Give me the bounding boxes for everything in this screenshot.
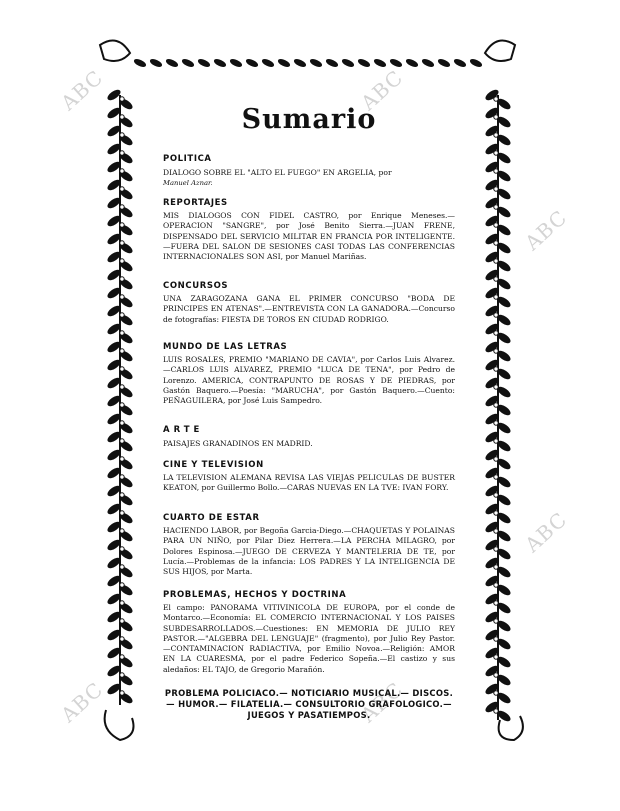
laurel-leaf (165, 58, 178, 68)
garland-berry (120, 403, 124, 407)
garland-berry (494, 385, 498, 389)
section-heading-politica: POLITICA (163, 154, 212, 164)
garland-berry (120, 169, 124, 173)
laurel-leaf (341, 58, 354, 68)
garland-berry (120, 673, 124, 677)
garland-berry (494, 673, 498, 677)
section-heading-cine: CINE Y TELEVISION (163, 460, 264, 470)
section-body-cuarto: HACIENDO LABOR, por Begoña Garcia-Diego.—CHAQUETAS Y POLAINAS PARA UN NIÑO, por Pilar Diez Herrera.—LA PERCHA MILAGRO, por Dolores Espinosa.—JUEGO DE CERVEZA Y MANTELERIA DE TE, por Lucía.—Problemas de la infancia: LOS PADRES Y LA INTELIGENCIA DE SUS HIJOS, por Marta. (163, 526, 455, 577)
garland-berry (494, 565, 498, 569)
laurel-leaf (149, 58, 162, 68)
garland-berry (120, 547, 124, 551)
garland-berry (120, 241, 124, 245)
garland-berry (494, 709, 498, 713)
ribbon-bow (499, 716, 523, 740)
section-body-arte: PAISAJES GRANADINOS EN MADRID. (163, 439, 313, 448)
section-body-problemas: El campo: PANORAMA VITIVINICOLA DE EUROPA, por el conde de Montarco.—Economía: EL COMERCIO INTERNACIONAL Y LOS PAISES SUBDESARROLLADOS.—Cuestiones: EN MEMORIA DE JULIO REY PASTOR.—"ALGEBRA DEL LENGUAJE" (fragmento), por Julio Rey Pastor.—CONTAMINACION RADIACTIVA, por Emilio Novoa.—Religión: AMOR EN LA CUARESMA, por el padre Federico Sopeña.—El castizo y sus aledaños: EL TAJO, de Gregorio Marañón. (163, 603, 455, 674)
garland-berry (120, 421, 124, 425)
ribbon-bow (485, 41, 515, 62)
laurel-leaf (213, 58, 226, 68)
laurel-leaf (309, 58, 322, 68)
laurel-leaf (437, 58, 450, 68)
laurel-leaf (453, 58, 466, 68)
garland-berry (120, 259, 124, 263)
garland-berry (120, 601, 124, 605)
garland-berry (494, 259, 498, 263)
garland-berry (120, 691, 124, 695)
garland-berry (494, 277, 498, 281)
garland-berry (120, 331, 124, 335)
garland-berry (120, 295, 124, 299)
laurel-leaf (405, 58, 418, 68)
section-body-letras: LUIS ROSALES, PREMIO "MARIANO DE CAVIA", por Carlos Luis Alvarez.—CARLOS LUIS ALVAREZ, PREMIO "LUCA DE TENA", por Pedro de Lorenzo. AMERICA, CONTRAPUNTO DE ROSAS Y DE PIEDRAS, por Gastón Baquero.—Poesía: "MARUCHA", por Gastón Baquero.—Cuento: PEÑAGUILERA, por José Luis Sampedro. (163, 355, 455, 406)
watermark-2: ABC (356, 65, 408, 115)
laurel-leaf (261, 58, 274, 68)
garland-berry (494, 151, 498, 155)
section-heading-cuarto: CUARTO DE ESTAR (163, 513, 260, 523)
section-body-cine: LA TELEVISION ALEMANA REVISA LAS VIEJAS PELICULAS DE BUSTER KEATON, por Guillermo Bollo.—CARAS NUEVAS EN LA TVE: IVAN FORY. (163, 473, 455, 493)
garland-berry (494, 655, 498, 659)
garland-berry (494, 133, 498, 137)
laurel-leaf (357, 58, 370, 68)
garland-berry (494, 349, 498, 353)
section-body-concursos: UNA ZARAGOZANA GANA EL PRIMER CONCURSO "BODA DE PRINCIPES EN ATENAS".—ENTREVISTA CON LA GANADORA.—Concurso de fotografías: FIESTA DE TOROS EN CIUDAD RODRIGO. (163, 294, 455, 324)
garland-berry (120, 313, 124, 317)
garland-berry (494, 97, 498, 101)
section-heading-letras: MUNDO DE LAS LETRAS (163, 342, 288, 352)
garland-berry (494, 601, 498, 605)
garland-berry (494, 583, 498, 587)
garland-berry (494, 511, 498, 515)
laurel-leaf (181, 58, 194, 68)
garland-berry (120, 205, 124, 209)
garland-berry (494, 241, 498, 245)
garland-berry (494, 547, 498, 551)
garland-berry (120, 619, 124, 623)
laurel-leaf (293, 58, 306, 68)
garland-berry (494, 637, 498, 641)
garland-berry (120, 655, 124, 659)
garland-berry (120, 475, 124, 479)
garland-berry (120, 529, 124, 533)
section-text: DIALOGO SOBRE EL "ALTO EL FUEGO" EN ARGELIA, por (163, 168, 392, 177)
laurel-leaf (496, 709, 511, 722)
garland-berry (494, 331, 498, 335)
watermark-1: ABC (56, 65, 108, 115)
garland-berry (494, 529, 498, 533)
garland-berry (120, 151, 124, 155)
garland-berry (494, 439, 498, 443)
garland-berry (120, 349, 124, 353)
garland-berry (120, 511, 124, 515)
footer-list: PROBLEMA POLICIACO.— NOTICIARIO MUSICAL.— DISCOS.— HUMOR.— FILATELIA.— CONSULTORIO GRAFOLOGICO.— JUEGOS Y PASATIEMPOS. (164, 688, 454, 720)
watermark-3: ABC (520, 205, 572, 255)
laurel-leaf (325, 58, 338, 68)
garland-berry (120, 583, 124, 587)
garland-berry (494, 691, 498, 695)
garland-berry (120, 277, 124, 281)
laurel-leaf (229, 58, 242, 68)
laurel-leaf (277, 58, 290, 68)
watermark-5: ABC (56, 677, 108, 727)
section-heading-reportajes: REPORTAJES (163, 198, 228, 208)
section-heading-concursos: CONCURSOS (163, 281, 229, 291)
section-byline: Manuel Aznar. (163, 179, 213, 188)
page-title: Sumario (241, 104, 377, 135)
garland-berry (120, 493, 124, 497)
garland-berry (120, 97, 124, 101)
garland-berry (120, 385, 124, 389)
laurel-leaf (133, 58, 146, 68)
garland-berry (494, 115, 498, 119)
garland-berry (494, 169, 498, 173)
ribbon-bow (100, 41, 130, 62)
garland-berry (494, 475, 498, 479)
garland-berry (494, 205, 498, 209)
garland-berry (494, 619, 498, 623)
garland-berry (494, 403, 498, 407)
garland-berry (494, 223, 498, 227)
garland-berry (120, 367, 124, 371)
section-heading-arte: ARTE (163, 425, 204, 435)
ribbon-bow (105, 710, 134, 740)
section-body-reportajes: MIS DIALOGOS CON FIDEL CASTRO, por Enrique Meneses.—OPERACION "SANGRE", por José Benito Sierra.—JUAN FRENE, DISPENSADO DEL SERVICIO MILITAR EN FRANCIA POR INTELIGENTE.—FUERA DEL SALON DE SESIONES CASI TODAS LAS CONFERENCIAS INTERNACIONALES SON ASI, por Manuel Mariñas. (163, 211, 455, 262)
garland-berry (120, 457, 124, 461)
garland-berry (120, 565, 124, 569)
section-body-politica (163, 168, 455, 189)
watermark-6: ABC (356, 677, 408, 727)
garland-berry (494, 295, 498, 299)
garland-berry (120, 115, 124, 119)
laurel-leaf (373, 58, 386, 68)
garland-berry (494, 457, 498, 461)
laurel-leaf (245, 58, 258, 68)
garland-berry (120, 439, 124, 443)
garland-berry (494, 187, 498, 191)
garland-berry (494, 493, 498, 497)
laurel-leaf (469, 58, 482, 68)
garland-berry (494, 367, 498, 371)
laurel-leaf (197, 58, 210, 68)
garland-berry (120, 133, 124, 137)
laurel-leaf (421, 58, 434, 68)
garland-berry (494, 421, 498, 425)
garland-berry (120, 637, 124, 641)
section-heading-problemas: PROBLEMAS, HECHOS Y DOCTRINA (163, 590, 347, 600)
garland-berry (120, 223, 124, 227)
garland-berry (494, 313, 498, 317)
garland-berry (120, 187, 124, 191)
watermark-4: ABC (520, 507, 572, 557)
